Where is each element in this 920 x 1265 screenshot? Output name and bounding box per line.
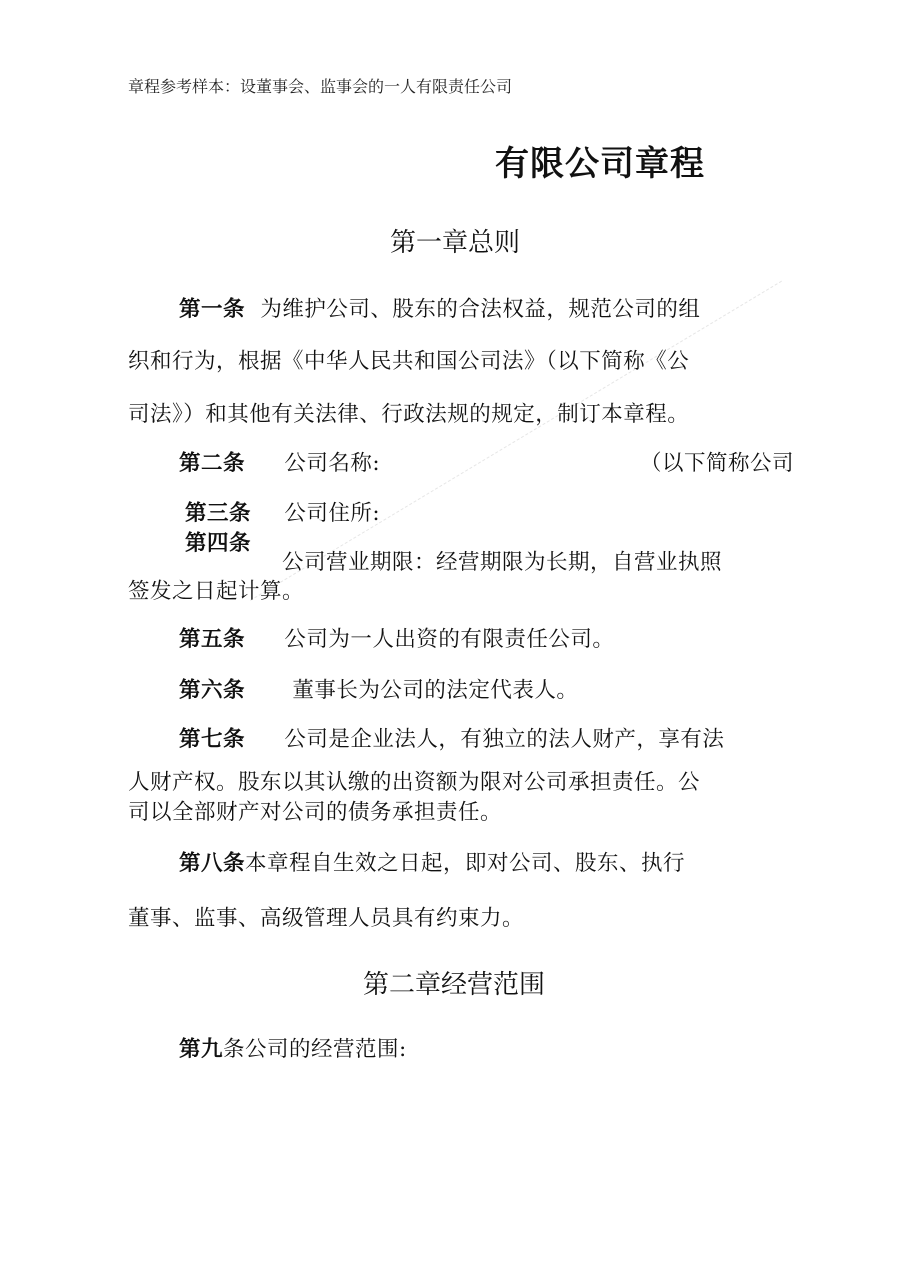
article-8-label: 第八条 [179, 851, 246, 876]
chapter-1-heading: 第一章总则 [390, 228, 521, 258]
article-7-line-3: 司以全部财产对公司的债务承担责任。 [128, 800, 503, 825]
article-9-label: 第九 [179, 1037, 224, 1062]
chapter-2-heading: 第二章经营范围 [363, 970, 546, 1000]
article-8-text: 本章程自生效之日起，即对公司、股东、执行 [245, 851, 686, 876]
article-6-text: 董事长为公司的法定代表人。 [292, 678, 579, 703]
article-1-line-1 [179, 292, 700, 323]
article-7-label: 第七条 [179, 727, 246, 752]
article-9-line [179, 1032, 407, 1063]
article-3-text: 公司住所: [284, 501, 381, 526]
article-2-text: 公司名称: [284, 451, 381, 476]
article-7-line-1 [179, 722, 724, 753]
article-5-text: 公司为一人出资的有限责任公司。 [284, 627, 615, 652]
article-6-label: 第六条 [179, 678, 246, 703]
article-5-label: 第五条 [179, 627, 246, 652]
article-1-line-3: 司法》）和其他有关法律、行政法规的规定，制订本章程。 [128, 402, 690, 427]
article-4-line-1: 公司营业期限：经营期限为长期，自营业执照 [282, 550, 723, 575]
article-1-label: 第一条 [179, 297, 246, 322]
article-7-line-2: 人财产权。股东以其认缴的出资额为限对公司承担责任。公 [128, 770, 701, 795]
article-1-line-2: 织和行为，根据《中华人民共和国公司法》（以下简称《公 [128, 349, 690, 374]
article-4-label: 第四条 [185, 531, 252, 556]
article-2-label: 第二条 [179, 451, 246, 476]
article-2-suffix: （以下简称公司 [640, 451, 795, 476]
header-note: 章程参考样本：设董事会、监事会的一人有限责任公司 [128, 77, 513, 96]
article-7-text: 公司是企业法人，有独立的法人财产，享有法 [284, 727, 725, 752]
article-4-line-2: 签发之日起计算。 [128, 579, 305, 604]
article-3-label: 第三条 [185, 501, 252, 526]
article-9-text: 条公司的经营范围: [223, 1037, 407, 1062]
article-5-line [179, 622, 614, 653]
document-title: 有限公司章程 [495, 144, 705, 184]
article-8-line-1 [179, 846, 685, 877]
article-6-line [179, 673, 578, 704]
article-8-line-2: 董事、监事、高级管理人员具有约束力。 [128, 906, 525, 931]
article-1-text: 为维护公司、股东的合法权益，规范公司的组 [260, 297, 701, 322]
article-2-line [179, 446, 380, 477]
article-3-line [185, 496, 380, 527]
